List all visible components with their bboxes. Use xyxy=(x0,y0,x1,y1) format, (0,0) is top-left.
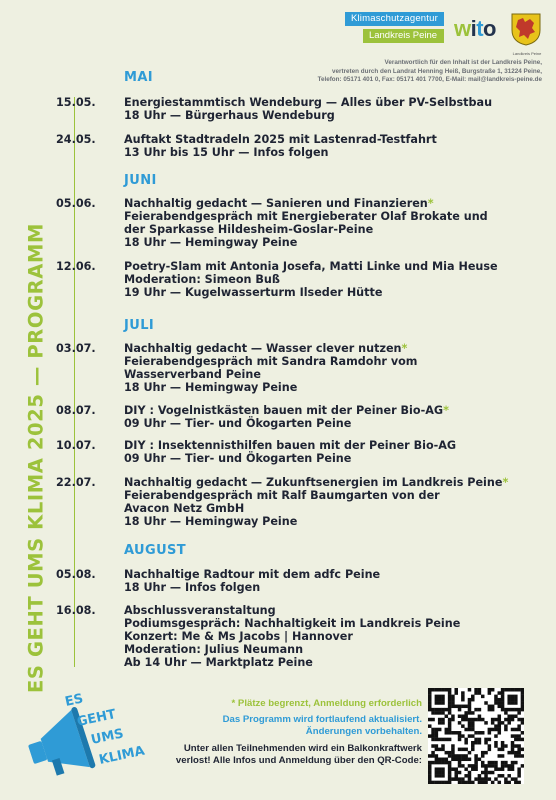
event-title: DIY : Vogelnistkästen bauen mit der Peiner Bio-AG xyxy=(124,404,444,417)
event-title: Auftakt Stadtradeln 2025 mit Lastenrad-Testfahrt xyxy=(124,133,437,146)
event-detail: 19 Uhr — Kugelwasserturm Ilseder Hütte xyxy=(124,286,383,299)
registration-asterisk: * xyxy=(427,197,434,210)
event-detail: 18 Uhr — Infos folgen xyxy=(124,581,261,594)
crest-label: Landkreis Peine xyxy=(512,51,542,56)
event-title: Nachhaltig gedacht — Zukunftsenergien im Landkreis Peine xyxy=(124,476,503,489)
event-title: Nachhaltig gedacht — Wasser clever nutzen xyxy=(124,342,402,355)
megaphone-word: ES xyxy=(63,691,85,710)
event-detail: 18 Uhr — Hemingway Peine xyxy=(124,236,298,249)
event-date: 24.05. xyxy=(56,133,96,146)
megaphone-word: GEHT xyxy=(75,707,118,730)
registration-asterisk: * xyxy=(401,342,408,355)
event-detail: Avacon Netz GmbH xyxy=(124,502,245,515)
megaphone-word: UMS xyxy=(89,726,125,748)
event-detail: Feierabendgespräch mit Sandra Ramdohr vom xyxy=(124,355,418,368)
month-heading: AUGUST xyxy=(124,543,187,558)
es-geht-ums-klima-logo xyxy=(24,686,174,786)
footer-notes xyxy=(172,698,422,767)
update-note: Das Programm wird fortlaufend aktualisiert. Änderungen vorbehalten. xyxy=(222,714,422,738)
klimaschutzagentur-logo xyxy=(345,12,444,43)
header-logos xyxy=(345,12,542,56)
event-detail: 09 Uhr — Tier- und Ökogarten Peine xyxy=(124,417,352,430)
event-date: 05.08. xyxy=(56,568,96,581)
event-detail: 18 Uhr — Hemingway Peine xyxy=(124,515,298,528)
landkreis-peine-label: Landkreis Peine xyxy=(363,29,444,43)
imprint-line: vertreten durch den Landrat Henning Heiß, Burgstraße 1, 31224 Peine, xyxy=(332,67,542,75)
event-date: 10.07. xyxy=(56,439,96,452)
month-heading: MAI xyxy=(124,70,154,85)
event-date: 03.07. xyxy=(56,342,96,355)
event-detail: Moderation: Simeon Buß xyxy=(124,273,280,286)
event-detail: der Sparkasse Hildesheim-Goslar-Peine xyxy=(124,223,374,236)
event-detail: 13 Uhr bis 15 Uhr — Infos folgen xyxy=(124,146,329,159)
registration-asterisk: * xyxy=(443,404,449,417)
event-detail: 09 Uhr — Tier- und Ökogarten Peine xyxy=(124,452,352,465)
event-title: Poetry-Slam mit Antonia Josefa, Matti Linke und Mia Heuse xyxy=(124,260,498,273)
event-date: 16.08. xyxy=(56,604,96,617)
event-detail: Feierabendgespräch mit Ralf Baumgarten von der xyxy=(124,489,440,502)
event-detail: Podiumsgespräch: Nachhaltigkeit im Landkreis Peine xyxy=(124,617,461,630)
raffle-note: Unter allen Teilnehmenden wird ein Balkonkraftwerk verlost! Alle Infos und Anmeldung über den QR-Code: xyxy=(175,742,422,766)
imprint-line: Telefon: 05171 401 0, Fax: 05171 401 7700, E-Mail: mail@landkreis-peine.de xyxy=(317,76,542,83)
imprint-line: Verantwortlich für den Inhalt ist der Landkreis Peine, xyxy=(384,59,542,66)
month-heading: JULI xyxy=(124,318,155,333)
event-detail: Moderation: Julius Neumann xyxy=(124,643,304,656)
wito-logo: wito xyxy=(453,16,496,41)
timeline-divider xyxy=(74,97,75,667)
klimaschutzagentur-label: Klimaschutzagentur xyxy=(345,12,444,26)
imprint xyxy=(318,59,542,85)
side-title: ES GEHT UMS KLIMA 2025 — PROGRAMM xyxy=(24,223,48,693)
event-date: 22.07. xyxy=(56,476,96,489)
month-heading: JUNI xyxy=(124,173,157,188)
event-date: 15.05. xyxy=(56,96,96,109)
landkreis-crest-icon xyxy=(510,12,542,56)
event-title: Abschlussveranstaltung xyxy=(124,604,276,617)
event-date: 05.06. xyxy=(56,197,96,210)
megaphone-word: KLIMA xyxy=(97,743,147,768)
event-detail: Feierabendgespräch mit Energieberater Olaf Brokate und xyxy=(124,210,488,223)
registration-asterisk: * xyxy=(502,476,509,489)
event-title: DIY : Insektennisthilfen bauen mit der Peiner Bio-AG xyxy=(124,439,457,452)
event-date: 08.07. xyxy=(56,404,96,417)
event-title: Nachhaltige Radtour mit dem adfc Peine xyxy=(124,568,381,581)
event-detail: Wasserverband Peine xyxy=(124,368,261,381)
event-title: Energiestammtisch Wendeburg — Alles über PV-Selbstbau xyxy=(124,96,493,109)
event-date: 12.06. xyxy=(56,260,96,273)
event-detail: 18 Uhr — Hemingway Peine xyxy=(124,381,298,394)
qr-code-icon[interactable] xyxy=(428,688,524,784)
event-detail: Ab 14 Uhr — Marktplatz Peine xyxy=(124,656,313,669)
event-detail: Konzert: Me & Ms Jacobs | Hannover xyxy=(124,630,353,643)
event-title: Nachhaltig gedacht — Sanieren und Finanzieren xyxy=(124,197,428,210)
registration-note: * Plätze begrenzt, Anmeldung erforderlich xyxy=(231,698,422,709)
event-detail: 18 Uhr — Bürgerhaus Wendeburg xyxy=(124,109,335,122)
